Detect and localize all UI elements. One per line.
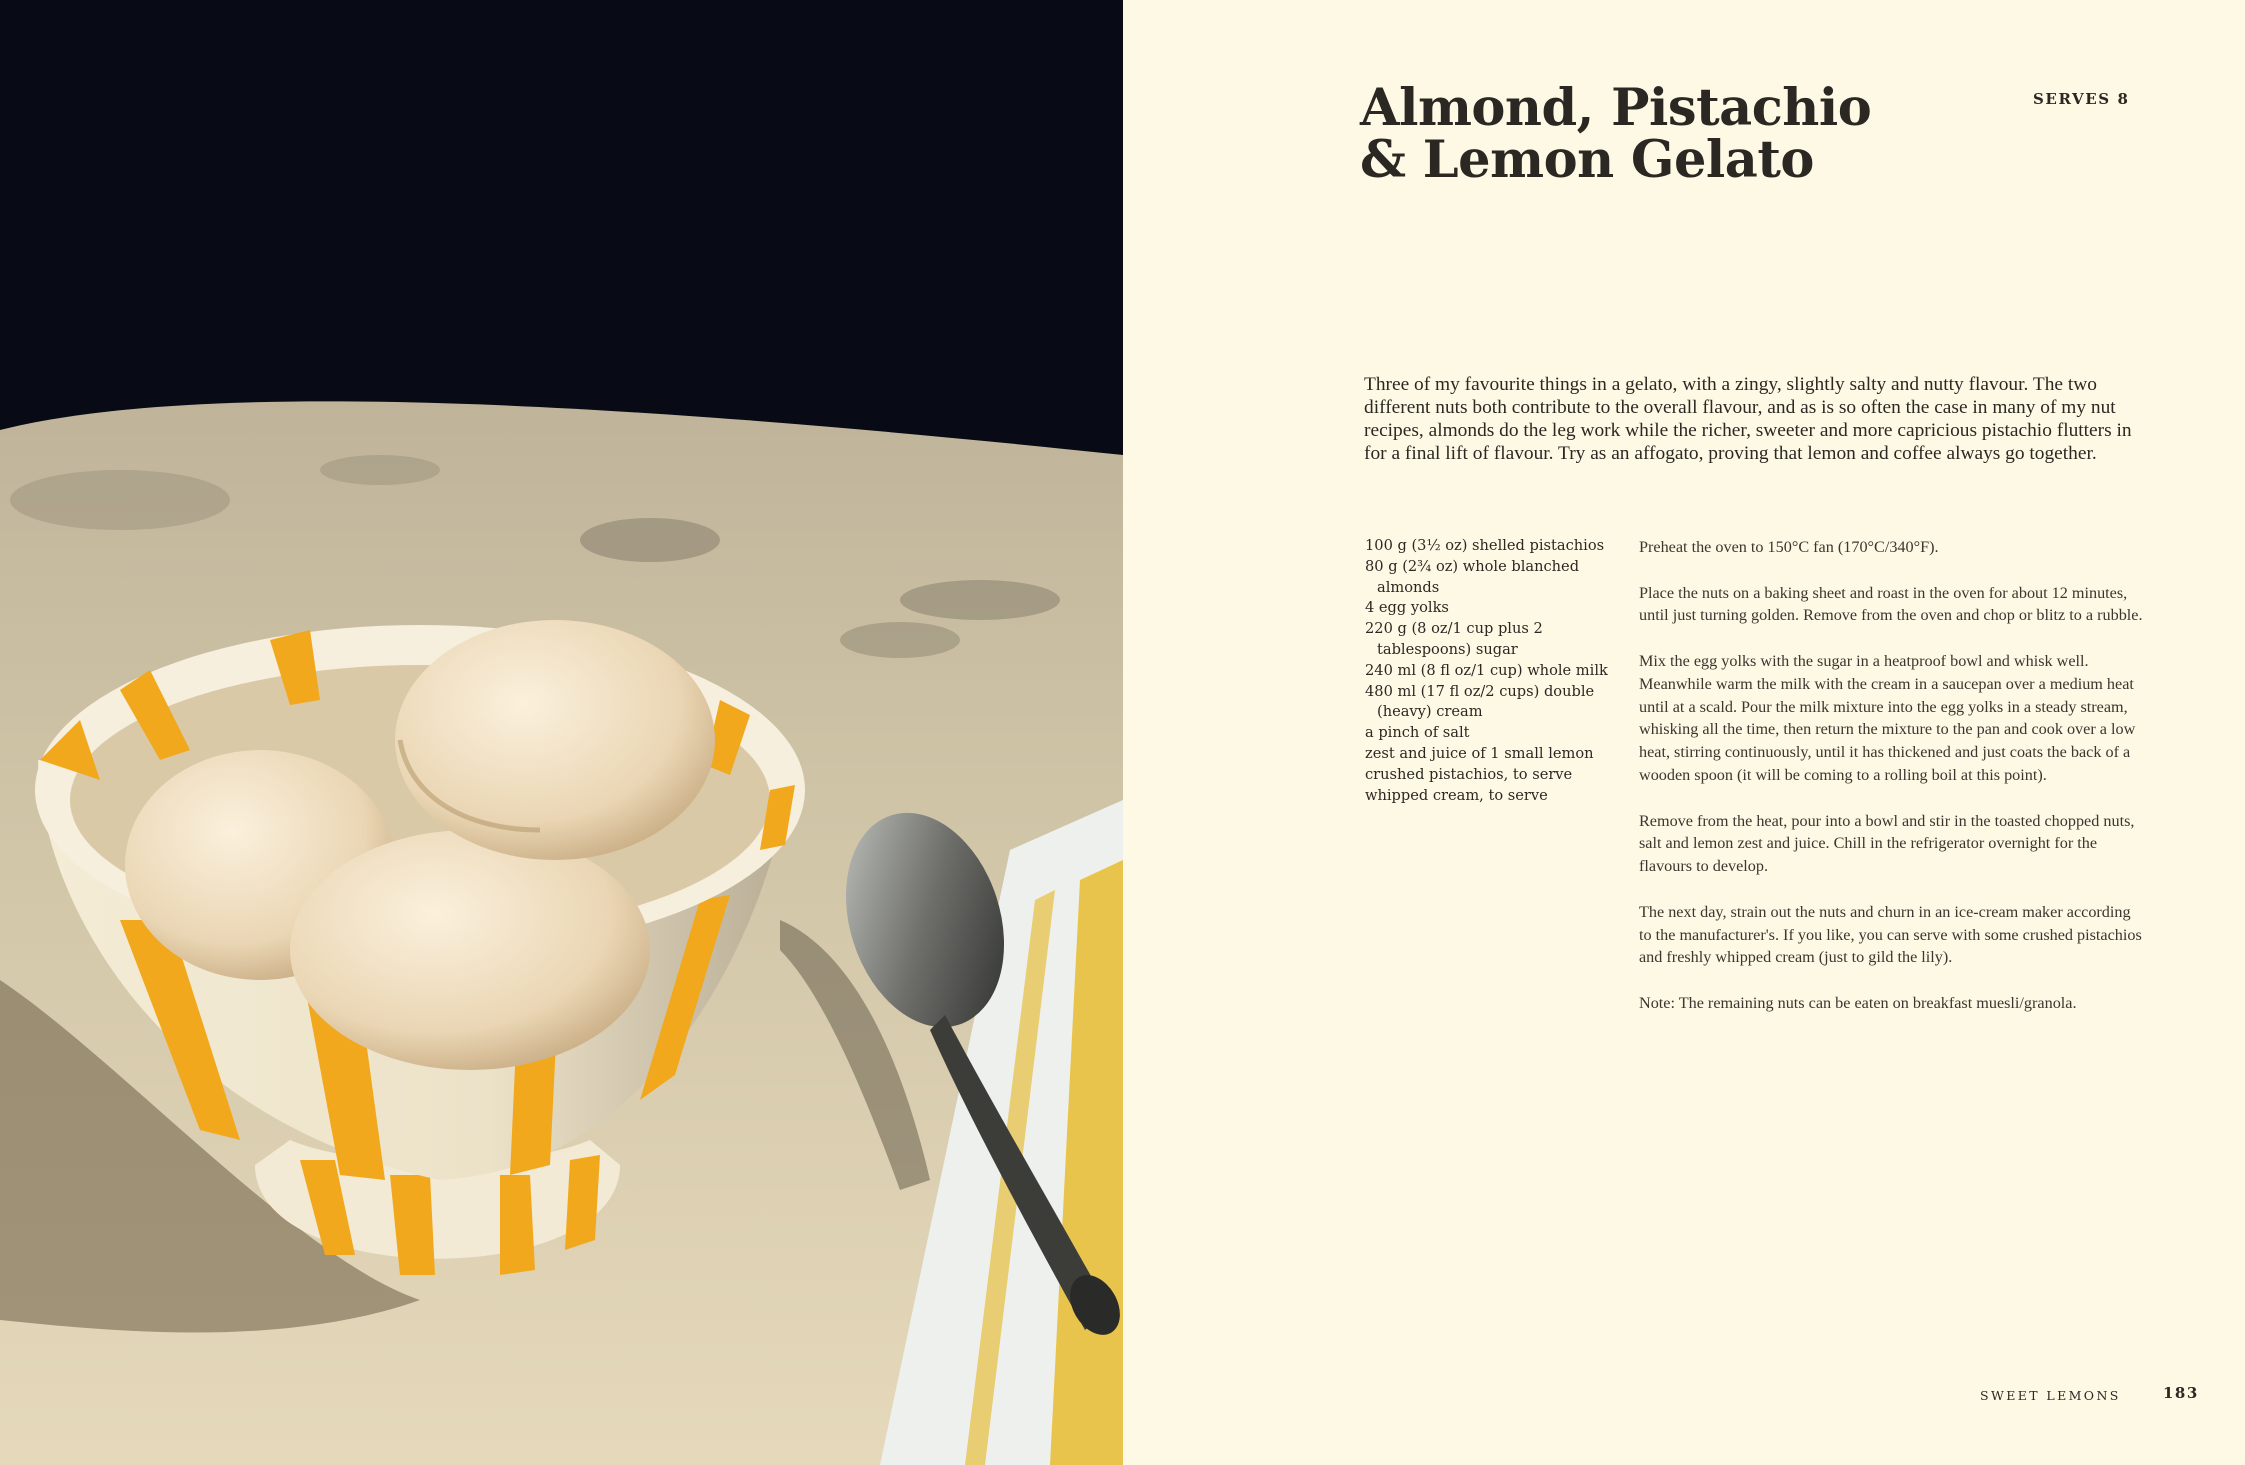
ingredient-item: 4 egg yolks: [1365, 599, 1449, 617]
ingredient-item: 480 ml (17 fl oz/2 cups) double (heavy) cream: [1365, 682, 1595, 721]
ingredient-item: crushed pistachios, to serve: [1365, 765, 1573, 783]
method-steps: [1639, 536, 2144, 1038]
ingredient-item: 220 g (8 oz/1 cup plus 2 tablespoons) sugar: [1365, 620, 1543, 658]
recipe-page: [1123, 0, 2245, 1465]
ingredient-item: whipped cream, to serve: [1365, 786, 1548, 804]
recipe-title-line-1: Almond, Pistachio: [1360, 78, 1872, 138]
ingredient-item: zest and juice of 1 small lemon: [1365, 744, 1594, 762]
method-step: Remove from the heat, pour into a bowl and stir in the toasted chopped nuts, salt and lemon zest and juice. Chill in the refrigerator overnight for the flavours to develop.: [1639, 811, 2135, 876]
serves-label: SERVES 8: [2033, 90, 2130, 108]
ingredient-item: 100 g (3½ oz) shelled pistachios: [1365, 537, 1605, 554]
method-note: Note: The remaining nuts can be eaten on breakfast muesli/granola.: [1639, 993, 2077, 1012]
recipe-title: [1360, 78, 1920, 190]
recipe-intro: Three of my favourite things in a gelato, with a zingy, slightly salty and nutty flavour. The two different nuts both contribute to the overall flavour, and as is so often the case in many of my nut recipes, almonds do the leg work while the richer, sweeter and more capricious pistachio flutters in for a final lift of flavour. Try as an affogato, proving that lemon and coffee always go together.: [1364, 374, 2132, 464]
footer-section-title: SWEET LEMONS: [1980, 1388, 2121, 1403]
page-number: 183: [2163, 1384, 2199, 1402]
method-step: Place the nuts on a baking sheet and roast in the oven for about 12 minutes, until just turning golden. Remove from the oven and chop or blitz to a rubble.: [1639, 583, 2143, 625]
method-step: Mix the egg yolks with the sugar in a heatproof bowl and whisk well. Meanwhile warm the milk with the cream in a saucepan over a medium heat until at a scald. Pour the milk mixture into the egg yolks in a steady stream, whisking all the time, then return the mixture to the pan and cook over a low heat, stirring continuously, until it has thickened and just coats the back of a wooden spoon (it will be coming to a rolling boil at this point).: [1639, 651, 2136, 784]
ingredient-item: 80 g (2¾ oz) whole blanched almonds: [1365, 557, 1580, 596]
ingredient-item: 240 ml (8 fl oz/1 cup) whole milk: [1365, 661, 1608, 679]
ingredient-list: [1365, 536, 1635, 806]
ingredient-item: a pinch of salt: [1365, 724, 1470, 742]
method-step: Preheat the oven to 150°C fan (170°C/340°F).: [1639, 538, 1939, 556]
recipe-title-line-2: & Lemon Gelato: [1360, 130, 1814, 190]
method-step: The next day, strain out the nuts and churn in an ice-cream maker according to the manufacturer's. If you like, you can serve with some crushed pistachios and freshly whipped cream (just to gild the lily).: [1639, 902, 2142, 967]
